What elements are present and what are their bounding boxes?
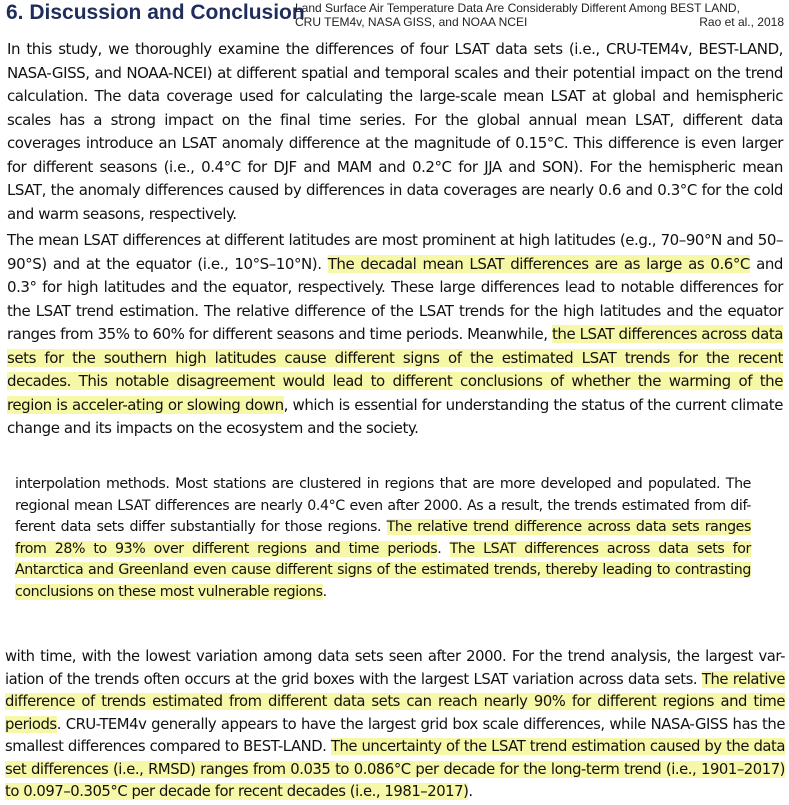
citation xyxy=(295,1,784,29)
p4-highlight-2: The uncertainty of the LSAT trend estimation caused by the data set differences (i.e., RMSD) ranges from 0.035 to 0.086°C per decade for the long-term trend (i.e., 1901–2017) to 0.097–0.305°C per decade for recent decades (i.e., 1981–2017) xyxy=(5,738,785,800)
p4-text-3: . xyxy=(468,783,473,800)
p4-text-1: with time, with the lowest variation among data sets seen after 2000. For the trend analysis, the largest var-iation of the trends often occurs at the grid boxes with the largest LSAT variation across data sets. xyxy=(5,648,785,688)
p2-text-2: and 0.3° for high latitudes and the equator, respectively. These large differences lead to notable differences for the LSAT trend estimation. The relative difference of the LSAT trends for the high latitudes and the equator ranges from 35% to 60% for different seasons and time periods. Meanwhile, xyxy=(7,254,783,343)
page-header xyxy=(0,0,789,40)
citation-title-line: Land Surface Air Temperature Data Are Considerably Different Among BEST LAND, xyxy=(295,1,740,15)
p4-text-2: . CRU-TEM4v generally appears to have the largest grid box scale differences, while NASA-GISS has the smallest differences compared to BEST-LAND. xyxy=(5,715,785,755)
p3-text-1: interpolation methods. Most stations are clustered in regions that are more developed and populated. The regional mean LSAT differences are nearly 0.4°C even after 2000. As a result, the trends estimated from dif-ferent data sets differ substantially for those regions. xyxy=(15,476,751,536)
paragraph-1: In this study, we thoroughly examine the differences of four LSAT data sets (i.e., CRU-TEM4v, BEST-LAND, NASA-GISS, and NOAA-NCEI) at different spatial and temporal scales and their potential impact on the trend calculation. The data coverage used for calculating the large-scale mean LSAT at global and hemispheric scales has a strong impact on the final time series. For the global annual mean LSAT, different data coverages introduce an LSAT anomaly difference at the magnitude of 0.15°C. This difference is even larger for different seasons (i.e., 0.4°C for DJF and MAM and 0.2°C for JJA and SON). For the hemispheric mean LSAT, the anomaly differences caused by differences in data coverages are nearly 0.6 and 0.3°C for the cold and warm seasons, respectively. xyxy=(7,40,783,223)
p2-highlight-1: The decadal mean LSAT differences are as large as 0.6°C xyxy=(327,254,750,273)
section-title: 6. Discussion and Conclusion xyxy=(6,1,305,24)
citation-second-line xyxy=(295,15,784,29)
paragraph-3 xyxy=(15,474,751,604)
p4-highlight-1: The relative difference of trends estimated from different data sets can reach nearly 90% for different regions and time periods xyxy=(5,670,785,733)
citation-datasets: CRU TEM4v, NASA GISS, and NOAA NCEI xyxy=(295,15,528,29)
p3-text-2: . xyxy=(437,540,450,557)
p3-highlight-2: The LSAT differences across data sets for Antarctica and Greenland even cause different signs of the estimated trends, thereby leading to contrasting conclusions on these most vulnerable regions xyxy=(15,540,751,600)
p2-text-3: , which is essential for understanding the status of the current climate change and its impacts on the ecosystem and the society. xyxy=(7,395,783,437)
paragraph-2 xyxy=(7,229,783,441)
paragraph-4 xyxy=(5,646,785,804)
p2-text-1: The mean LSAT differences at different latitudes are most prominent at high latitudes (e.g., 70–90°N and 50–90°S) and at the equator (i.e., 10°S–10°N). xyxy=(7,231,783,273)
citation-author: Rao et al., 2018 xyxy=(699,15,784,29)
p2-highlight-2: the LSAT differences across data sets for the southern high latitudes cause different signs of the estimated LSAT trends for the recent decades. This notable disagreement would lead to different conclusions of whether the warming of the region is acceler-ating or slowing down xyxy=(7,325,783,414)
p3-text-3: . xyxy=(322,583,327,600)
p3-highlight-1: The relative trend difference across data sets ranges from 28% to 93% over different regions and time periods xyxy=(15,519,751,557)
